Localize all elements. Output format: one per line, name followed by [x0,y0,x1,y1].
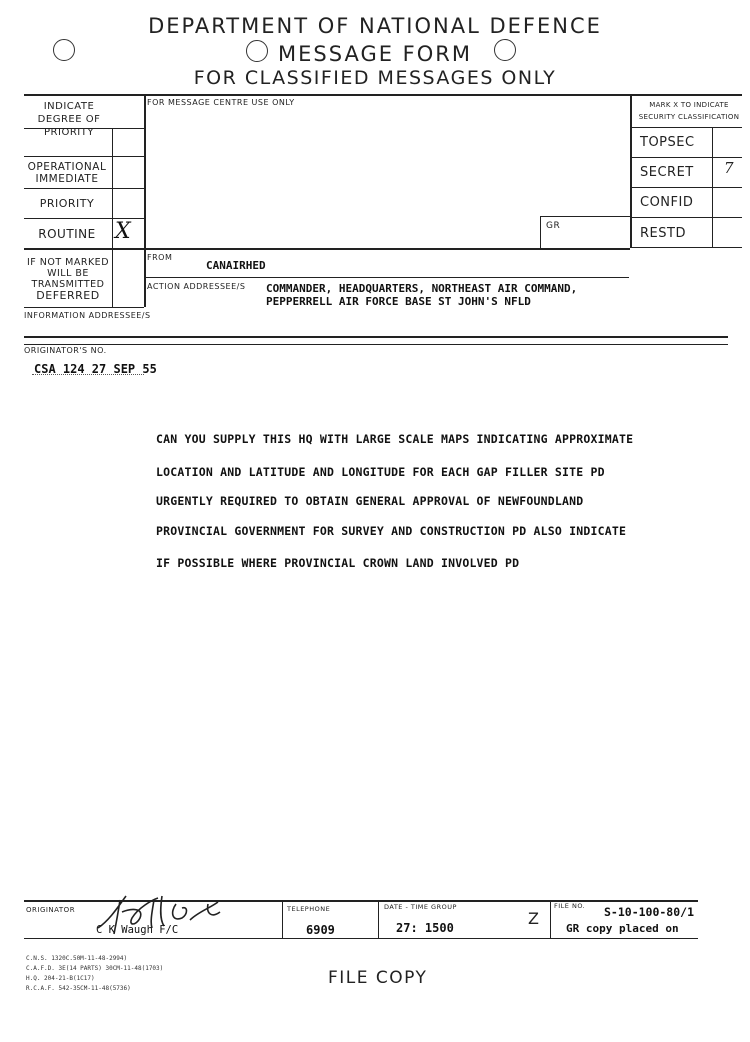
telephone-label: TELEPHONE [287,905,331,913]
body-line-2: LOCATION AND LATITUDE AND LONGITUDE FOR EACH GAP FILLER SITE PD [156,465,605,479]
print-code-2: C.A.F.D. 3E(14 PARTS) 30CM-11-48(1703) [26,965,164,972]
file-copy-stamp: FILE COPY [328,968,428,988]
file-no-label: FILE NO. [554,902,586,910]
priority-label: INDICATE DEGREE OF PRIORITY [37,101,101,138]
secret-mark: 7 [724,159,734,177]
department-title: DEPARTMENT OF NATIONAL DEFENCE [148,14,602,38]
print-code-3: H.Q. 204-21-B(1C17) [26,975,95,982]
dtg-value: 27: 1500 [396,921,454,935]
dtg-label: DATE - TIME GROUP [384,903,457,911]
punch-hole-right [494,39,516,61]
from-value: CANAIRHED [206,259,266,272]
punch-hole-center [246,40,268,62]
classification-label: MARK X TO INDICATE SECURITY CLASSIFICATION [638,101,740,121]
priority-operational-immediate: OPERATIONAL IMMEDIATE [27,161,107,185]
action-line-2: PEPPERRELL AIR FORCE BASE ST JOHN'S NFLD [266,295,531,308]
action-line-1: COMMANDER, HEADQUARTERS, NORTHEAST AIR COMMAND, [266,282,578,295]
gr-label: GR [546,221,561,231]
class-confid: CONFID [640,195,694,210]
body-line-3: URGENTLY REQUIRED TO OBTAIN GENERAL APPROVAL OF NEWFOUNDLAND [156,494,584,508]
file-no-value: S-10-100-80/1 [604,905,695,919]
action-label: ACTION ADDRESSEE/S [147,282,246,291]
priority-routine: ROUTINE [38,227,96,241]
print-code-1: C.N.S. 1320C.50M-11-48-2994) [26,955,128,962]
telephone-value: 6909 [306,923,335,937]
originator-no-underline [32,374,144,376]
routine-mark: X [115,219,131,244]
priority-default-note: IF NOT MARKED WILL BE TRANSMITTED [26,257,110,290]
punch-hole-left [53,39,75,61]
class-secret: SECRET [640,165,694,180]
print-code-4: R.C.A.F. 542-35CM-11-48(5736) [26,985,131,992]
body-line-1: CAN YOU SUPPLY THIS HQ WITH LARGE SCALE MAPS INDICATING APPROXIMATE [156,432,634,446]
originator-no-label: ORIGINATOR'S NO. [24,346,107,355]
information-label: INFORMATION ADDRESSEE/S [24,311,151,320]
file-no-note: GR copy placed on [566,922,679,935]
class-topsec: TOPSEC [640,135,695,150]
priority-deferred: DEFERRED [36,289,100,302]
from-label: FROM [147,253,173,262]
form-title: MESSAGE FORM [278,42,472,66]
zone-letter: Z [528,909,539,928]
class-restd: RESTD [640,226,686,241]
message-centre-label: FOR MESSAGE CENTRE USE ONLY [147,98,295,107]
originator-no-value: CSA 124 27 SEP 55 [34,362,157,376]
form-subtitle: FOR CLASSIFIED MESSAGES ONLY [193,67,557,89]
body-line-4: PROVINCIAL GOVERNMENT FOR SURVEY AND CONSTRUCTION PD ALSO INDICATE [156,524,627,538]
body-line-5: IF POSSIBLE WHERE PROVINCIAL CROWN LAND INVOLVED PD [156,556,520,570]
priority-priority: PRIORITY [39,197,95,210]
footer-originator-value: C K Waugh F/C [96,924,179,936]
footer-originator-label: ORIGINATOR [26,906,76,914]
